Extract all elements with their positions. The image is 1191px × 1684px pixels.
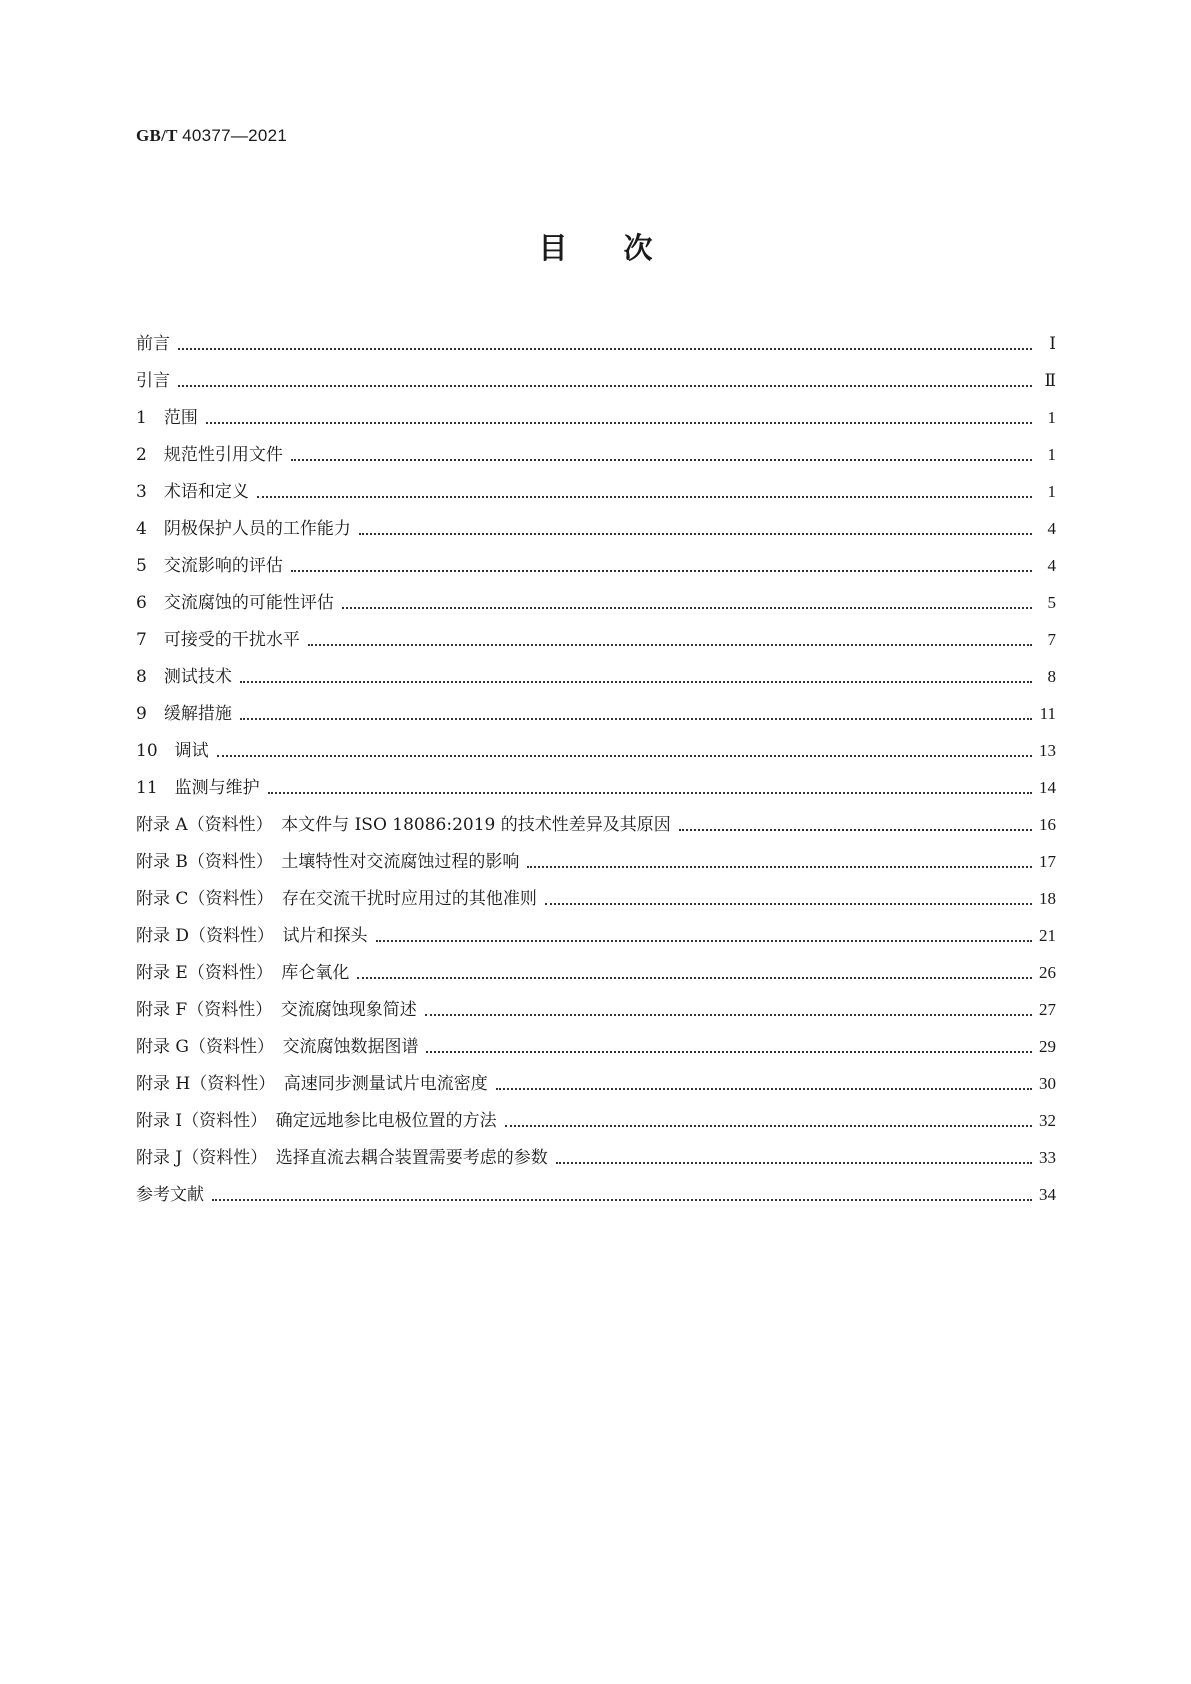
- toc-entry[interactable]: [136, 509, 1056, 546]
- toc-entry-page: 27: [1039, 1000, 1056, 1019]
- toc-entry-label: 附录 D（资料性） 试片和探头: [136, 926, 368, 946]
- standard-code: 40377—2021: [182, 126, 288, 145]
- toc-entry-page: 34: [1039, 1185, 1056, 1204]
- toc-entry-label: 5 交流影响的评估: [136, 556, 283, 576]
- toc-entry-label: 附录 J（资料性） 选择直流去耦合装置需要考虑的参数: [136, 1148, 548, 1168]
- dot-leader: [240, 681, 1032, 683]
- toc-entry[interactable]: [136, 990, 1056, 1027]
- toc-entry-label: 8 测试技术: [136, 667, 232, 687]
- toc-entry-page: Ⅰ: [1049, 334, 1056, 353]
- toc-entry-page: 8: [1047, 667, 1056, 686]
- toc-entry-page: 1: [1047, 482, 1056, 501]
- toc-entry[interactable]: [136, 842, 1056, 879]
- toc-entry[interactable]: [136, 1138, 1056, 1175]
- toc-entry-label: 附录 B（资料性） 土壤特性对交流腐蚀过程的影响: [136, 852, 520, 872]
- toc-entry-page: 30: [1039, 1074, 1056, 1093]
- standard-prefix: GB/T: [136, 126, 178, 145]
- toc-entry-label: 附录 C（资料性） 存在交流干扰时应用过的其他准则: [136, 889, 537, 909]
- toc-entry-label: 附录 E（资料性） 库仑氧化: [136, 963, 350, 983]
- toc-entry-label: 附录 H（资料性） 高速同步测量试片电流密度: [136, 1074, 488, 1094]
- toc-entry-page: 29: [1039, 1037, 1056, 1056]
- dot-leader: [357, 977, 1032, 979]
- dot-leader: [291, 570, 1032, 572]
- toc-entry-label: 3 术语和定义: [136, 482, 249, 502]
- toc-entry-label: 4 阴极保护人员的工作能力: [136, 519, 351, 539]
- toc-entry-label: 附录 G（资料性） 交流腐蚀数据图谱: [136, 1037, 419, 1057]
- toc-entry-label: 参考文献: [136, 1185, 204, 1205]
- toc-entry-page: 11: [1039, 704, 1056, 723]
- toc-entry-page: 21: [1039, 926, 1056, 945]
- toc-entry-page: 7: [1047, 630, 1056, 649]
- toc-entry[interactable]: [136, 546, 1056, 583]
- toc-entry-label: 前言: [136, 334, 170, 354]
- dot-leader: [359, 533, 1032, 535]
- dot-leader: [308, 644, 1032, 646]
- dot-leader: [556, 1162, 1032, 1164]
- table-of-contents: [136, 324, 1056, 1212]
- toc-entry-label: 9 缓解措施: [136, 704, 232, 724]
- toc-entry-page: 1: [1047, 408, 1056, 427]
- toc-entry-page: 5: [1047, 593, 1056, 612]
- toc-entry-page: 17: [1039, 852, 1056, 871]
- toc-entry-page: 13: [1039, 741, 1056, 760]
- dot-leader: [206, 422, 1032, 424]
- toc-entry-label: 附录 I（资料性） 确定远地参比电极位置的方法: [136, 1111, 497, 1131]
- toc-entry-label: 10 调试: [136, 741, 209, 761]
- toc-entry-page: 4: [1047, 556, 1056, 575]
- toc-entry-page: 32: [1039, 1111, 1056, 1130]
- toc-entry-page: 1: [1047, 445, 1056, 464]
- dot-leader: [268, 792, 1032, 794]
- toc-entry[interactable]: [136, 361, 1056, 398]
- toc-entry-page: 33: [1039, 1148, 1056, 1167]
- toc-entry[interactable]: [136, 583, 1056, 620]
- toc-entry-page: 16: [1039, 815, 1056, 834]
- page-title: 目次: [538, 231, 709, 265]
- toc-entry[interactable]: [136, 398, 1056, 435]
- toc-entry[interactable]: [136, 435, 1056, 472]
- toc-entry-label: 11 监测与维护: [136, 778, 260, 798]
- toc-entry-label: 附录 F（资料性） 交流腐蚀现象简述: [136, 1000, 417, 1020]
- dot-leader: [178, 385, 1032, 387]
- dot-leader: [291, 459, 1032, 461]
- toc-entry[interactable]: [136, 1175, 1056, 1212]
- toc-entry[interactable]: [136, 694, 1056, 731]
- toc-entry[interactable]: [136, 916, 1056, 953]
- dot-leader: [527, 866, 1032, 868]
- standard-number: [136, 126, 287, 146]
- toc-entry[interactable]: [136, 324, 1056, 361]
- dot-leader: [257, 496, 1032, 498]
- dot-leader: [426, 1051, 1032, 1053]
- toc-entry[interactable]: [136, 879, 1056, 916]
- toc-entry-label: 附录 A（资料性） 本文件与 ISO 18086:2019 的技术性差异及其原因: [136, 815, 671, 835]
- toc-entry-page: 4: [1047, 519, 1056, 538]
- toc-entry[interactable]: [136, 657, 1056, 694]
- toc-entry-label: 2 规范性引用文件: [136, 445, 283, 465]
- toc-entry-label: 7 可接受的干扰水平: [136, 630, 300, 650]
- toc-entry-label: 1 范围: [136, 408, 198, 428]
- toc-entry-page: 14: [1039, 778, 1056, 797]
- toc-entry[interactable]: [136, 620, 1056, 657]
- dot-leader: [178, 348, 1032, 350]
- toc-entry-page: 18: [1039, 889, 1056, 908]
- dot-leader: [217, 755, 1032, 757]
- toc-entry[interactable]: [136, 731, 1056, 768]
- toc-entry-label: 6 交流腐蚀的可能性评估: [136, 593, 334, 613]
- toc-entry[interactable]: [136, 953, 1056, 990]
- toc-entry[interactable]: [136, 768, 1056, 805]
- toc-entry[interactable]: [136, 1101, 1056, 1138]
- dot-leader: [505, 1125, 1032, 1127]
- dot-leader: [679, 829, 1032, 831]
- toc-entry[interactable]: [136, 805, 1056, 842]
- dot-leader: [212, 1199, 1032, 1201]
- dot-leader: [496, 1088, 1032, 1090]
- dot-leader: [425, 1014, 1032, 1016]
- toc-entry-page: Ⅱ: [1044, 371, 1056, 390]
- toc-entry[interactable]: [136, 1064, 1056, 1101]
- toc-entry-label: 引言: [136, 371, 170, 391]
- toc-entry-page: 26: [1039, 963, 1056, 982]
- toc-entry[interactable]: [136, 472, 1056, 509]
- toc-entry[interactable]: [136, 1027, 1056, 1064]
- dot-leader: [240, 718, 1032, 720]
- dot-leader: [545, 903, 1032, 905]
- dot-leader: [342, 607, 1032, 609]
- dot-leader: [376, 940, 1032, 942]
